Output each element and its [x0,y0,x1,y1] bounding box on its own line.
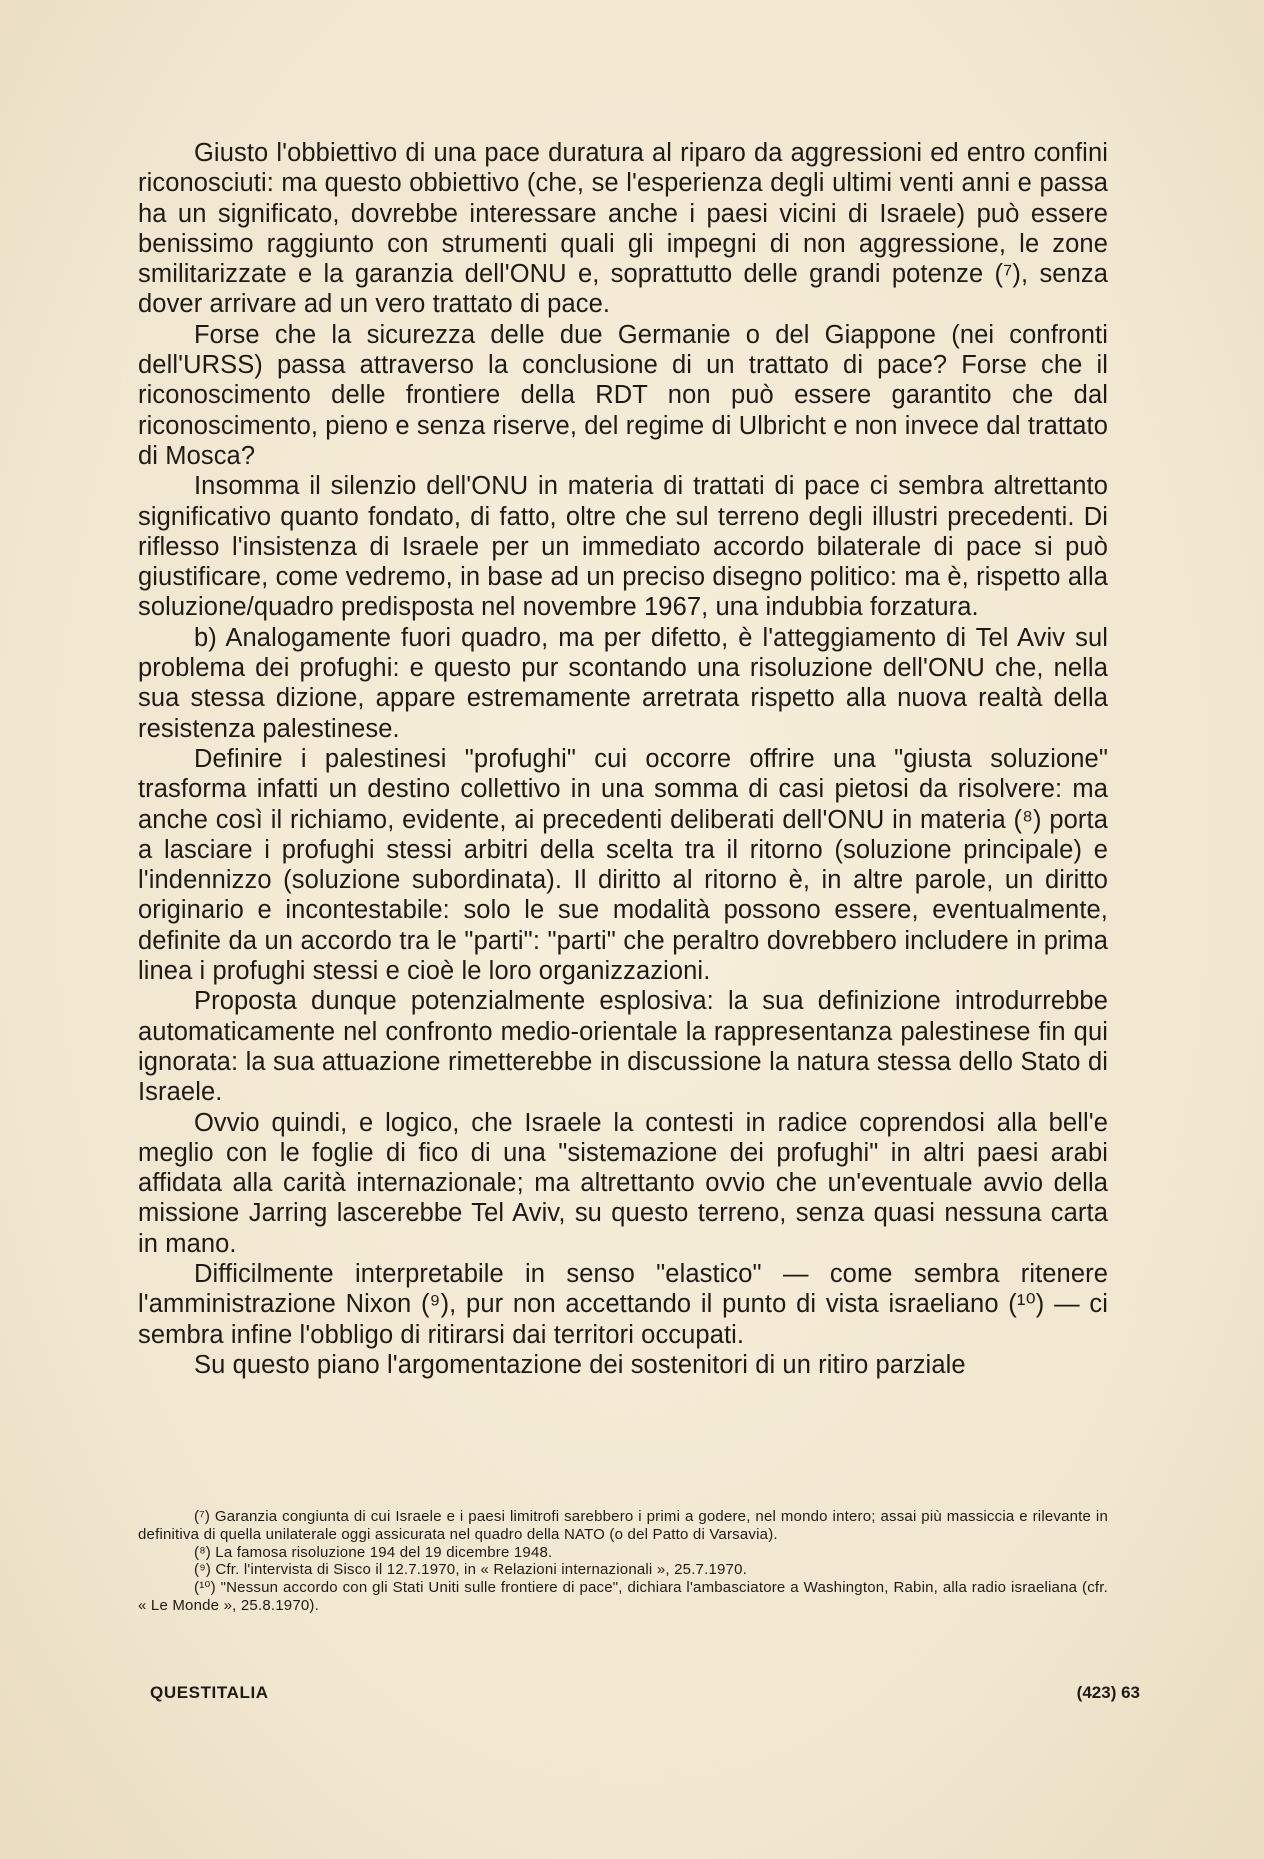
footnotes [138,1508,1108,1615]
footnote-7: (⁷) Garanzia congiunta di cui Israele e i paesi limitrofi sarebbero i primi a godere, nel mondo intero; assai più massiccia e rilevante in definitiva di quella unilaterale oggi assicurata nel quadro della NATO (o del Patto di Varsavia). [138,1508,1108,1543]
footnote-8: (⁸) La famosa risoluzione 194 del 19 dicembre 1948. [194,1543,553,1561]
paragraph-1: Giusto l'obbiettivo di una pace duratura al riparo da aggressioni ed entro confini riconosciuti: ma questo obbiettivo (che, se l'esperienza degli ultimi venti anni e passa ha un significato, dovrebbe interessare anche i paesi vicini di Israele) può essere benissimo raggiunto con strumenti quali gli impegni di non aggressione, le zone smilitarizzate e la garanzia dell'ONU e, soprattutto delle grandi potenze (⁷), senza dover arrivare ad un vero trattato di pace. [138,139,1108,319]
magazine-name: QUESTITALIA [150,1683,269,1702]
footnote-9: (⁹) Cfr. l'intervista di Sisco il 12.7.1970, in « Relazioni internazionali », 25.7.1970. [194,1561,748,1579]
article-body [138,138,1108,1380]
paragraph-6: Proposta dunque potenzialmente esplosiva: la sua definizione introdurrebbe automaticamente nel confronto medio-orientale la rappresentanza palestinese fin qui ignorata: la sua attuazione rimetterebbe in discussione la natura stessa dello Stato di Israele. [138,987,1108,1107]
page-number: (423) 63 [1076,1683,1140,1702]
paragraph-9: Su questo piano l'argomentazione dei sostenitori di un ritiro parziale [194,1350,966,1379]
paragraph-2: Forse che la sicurezza delle due Germanie o del Giappone (nei confronti dell'URSS) passa attraverso la conclusione di un trattato di pace? Forse che il riconoscimento delle frontiere della RDT non può essere garantito che dal riconoscimento, pieno e senza riserve, del regime di Ulbricht e non invece dal trattato di Mosca? [138,320,1108,470]
paragraph-8: Difficilmente interpretabile in senso "elastico" — come sembra ritenere l'amministrazione Nixon (⁹), pur non accettando il punto di vista israeliano (¹⁰) — ci sembra infine l'obbligo di ritirarsi dai territori occupati. [138,1259,1108,1349]
paragraph-5: Definire i palestinesi "profughi" cui occorre offrire una "giusta soluzione" trasforma infatti un destino collettivo in una somma di casi pietosi da risolvere: ma anche così il richiamo, evidente, ai precedenti deliberati dell'ONU in materia (⁸) porta a lasciare i profughi stessi arbitri della scelta tra il ritorno (soluzione principale) e l'indennizzo (soluzione subordinata). Il diritto al ritorno è, in altre parole, un diritto originario e incontestabile: solo le sue modalità possono essere, eventualmente, definite da un accordo tra le "parti": "parti" che peraltro dovrebbero includere in prima linea i profughi stessi e cioè le loro organizzazioni. [138,744,1108,986]
paragraph-7: Ovvio quindi, e logico, che Israele la contesti in radice coprendosi alla bell'e meglio con le foglie di fico di una "sistemazione dei profughi" in altri paesi arabi affidata alla carità internazionale; ma altrettanto ovvio che un'eventuale avvio della missione Jarring lascerebbe Tel Aviv, su questo terreno, senza quasi nessuna carta in mano. [138,1108,1108,1258]
paragraph-3: Insomma il silenzio dell'ONU in materia di trattati di pace ci sembra altrettanto significativo quanto fondato, di fatto, oltre che sul terreno degli illustri precedenti. Di riflesso l'insistenza di Israele per un immediato accordo bilaterale di pace si può giustificare, come vedremo, in base ad un preciso disegno politico: ma è, rispetto alla soluzione/quadro predisposta nel novembre 1967, una indubbia forzatura. [138,472,1108,622]
paragraph-4: b) Analogamente fuori quadro, ma per difetto, è l'atteggiamento di Tel Aviv sul problema dei profughi: e questo pur scontando una risoluzione dell'ONU che, nella sua stessa dizione, appare estremamente arretrata rispetto alla nuova realtà della resistenza palestinese. [138,623,1108,743]
footnote-10: (¹⁰) "Nessun accordo con gli Stati Uniti sulle frontiere di pace", dichiara l'ambasciatore a Washington, Rabin, alla radio israeliana (cfr. « Le Monde », 25.8.1970). [138,1579,1108,1614]
page-footer [150,1683,1140,1707]
